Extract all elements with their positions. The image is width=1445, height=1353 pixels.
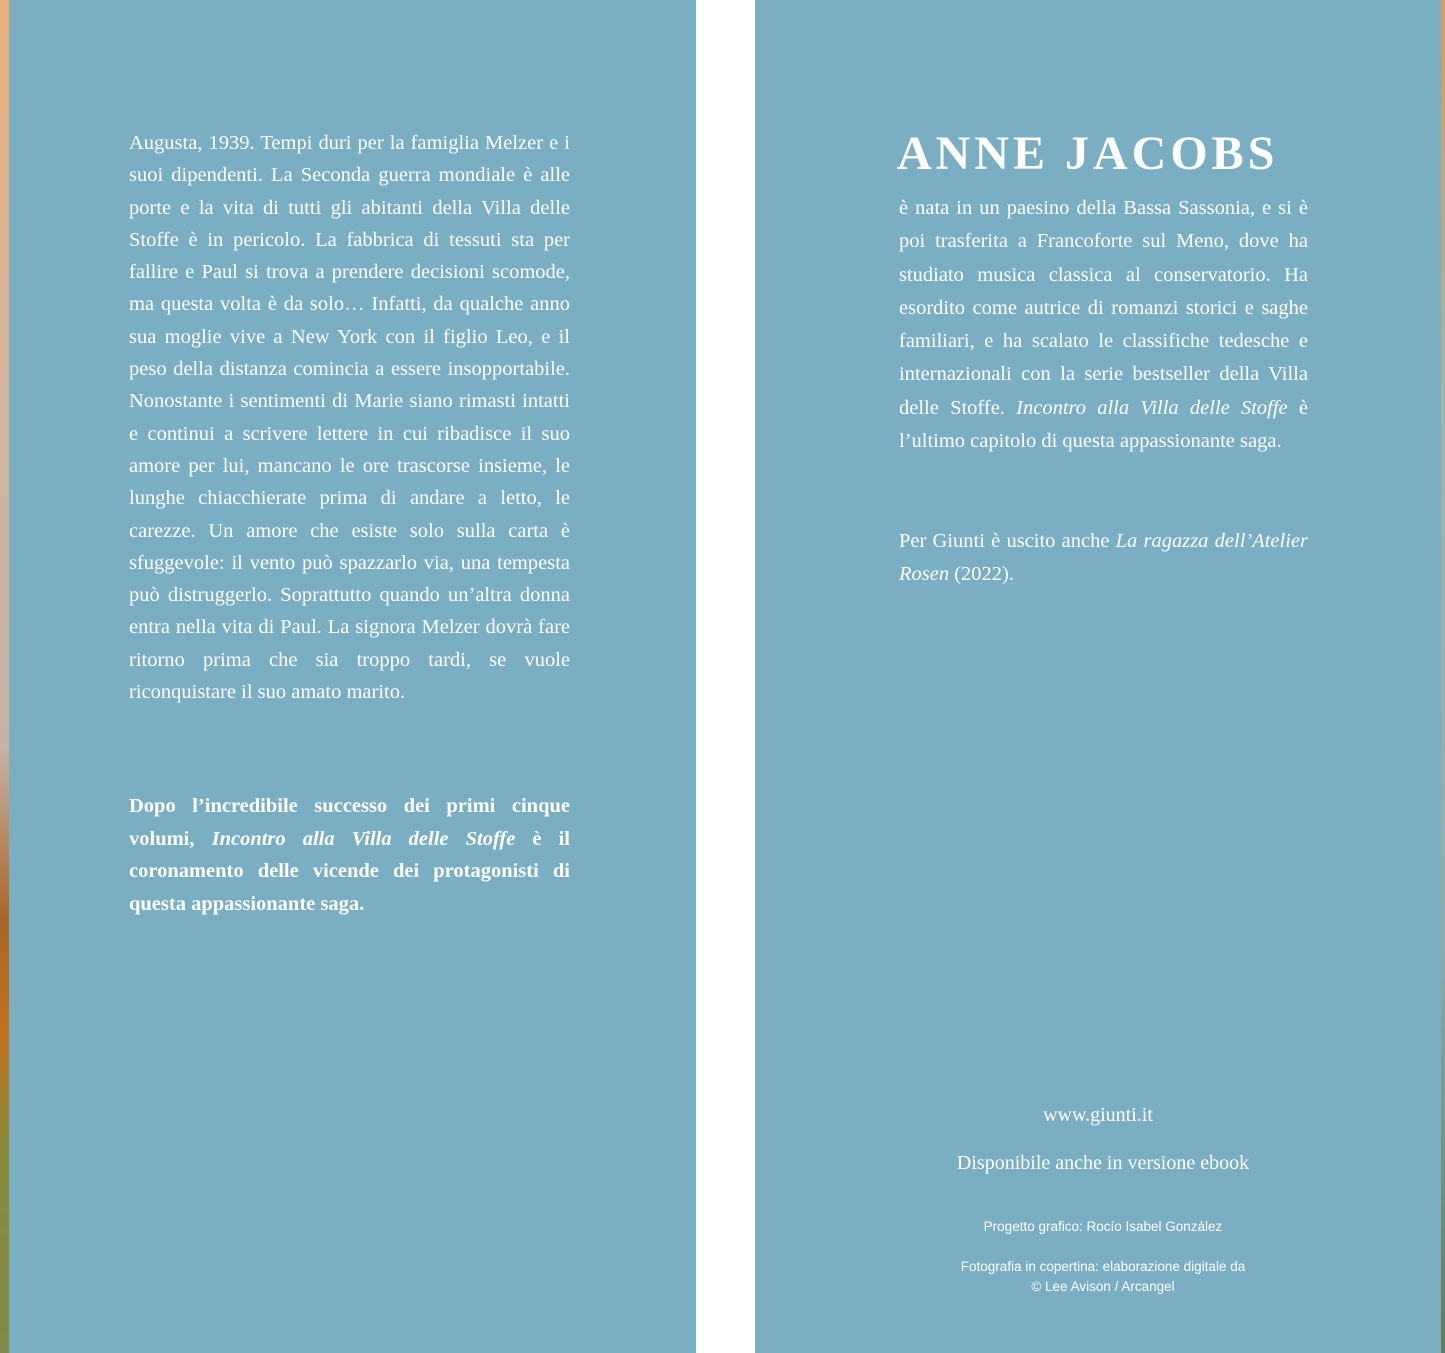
cover-photo-edge-right xyxy=(1441,0,1445,1353)
highlight-book-title: Incontro alla Villa delle Stoffe xyxy=(211,827,516,850)
design-credit: Progetto grafico: Rocío Isabel González xyxy=(983,1219,1223,1234)
also-after: (2022). xyxy=(949,563,1015,586)
publisher-website: www.giunti.it xyxy=(1043,1104,1153,1126)
bio-after: è l’ultimo capitolo di questa appassionante saga. xyxy=(899,396,1308,453)
ebook-note: Disponibile anche in versione ebook xyxy=(956,1152,1250,1174)
author-name: ANNE JACOBS xyxy=(897,127,1279,180)
cover-photo-edge-left xyxy=(0,0,9,1353)
highlight-before: Dopo l’incredibile successo dei primi cinque volumi, xyxy=(129,795,570,850)
author-flap-panel xyxy=(755,0,1441,1353)
also-book-title: La ragazza dell’Atelier Rosen xyxy=(899,530,1308,586)
photo-credit-line-2: © Lee Avison / Arcangel xyxy=(1031,1279,1175,1294)
bio-before: è nata in un paesino della Bassa Sassonia, e si è poi trasferita a Francoforte sul Meno, dove ha studiato musica classica al conservatorio. Ha esordito come autrice di romanzi storici e saghe familiari, e ha scalato le classifiche tedesche e internazionali con la serie bestseller della Villa delle Stoffe. xyxy=(899,197,1308,419)
author-bio xyxy=(899,192,1308,458)
also-published xyxy=(899,525,1308,592)
synopsis-text: Augusta, 1939. Tempi duri per la famiglia Melzer e i suoi dipendenti. La Seconda guerra mondiale è alle porte e la vita di tutti gli abitanti della Villa delle Stoffe è in pericolo. La fabbrica di tessuti sta per fallire e Paul si trova a prendere decisioni scomode, ma questa volta è da solo… Infatti, da qualche anno sua moglie vive a New York con il figlio Leo, e il peso della distanza comincia a essere insopportabile. Nonostante i sentimenti di Marie siano rimasti intatti e continui a scrivere lettere in cui ribadisce il suo amore per lui, mancano le ore trascorse insieme, le lunghe chiacchierate prima di andare a letto, le carezze. Un amore che esiste solo sulla carta è sfuggevole: il vento può spazzarlo via, una tempesta può distruggerlo. Soprattutto quando un’altra donna entra nella vita di Paul. La signora Melzer dovrà fare ritorno prima che sia troppo tardi, se vuole riconquistare il suo amato marito. xyxy=(129,132,570,704)
back-cover-panel xyxy=(9,0,696,1353)
photo-credit xyxy=(755,1257,1445,1297)
highlight-text xyxy=(129,790,570,920)
bio-book-title: Incontro alla Villa delle Stoffe xyxy=(1016,396,1288,419)
highlight-after: è il coronamento delle vicende dei protagonisti di questa appassionante saga. xyxy=(129,827,571,915)
photo-credit-line-1: Fotografia in copertina: elaborazione digitale da xyxy=(960,1259,1246,1274)
also-before: Per Giunti è uscito anche xyxy=(899,530,1116,552)
